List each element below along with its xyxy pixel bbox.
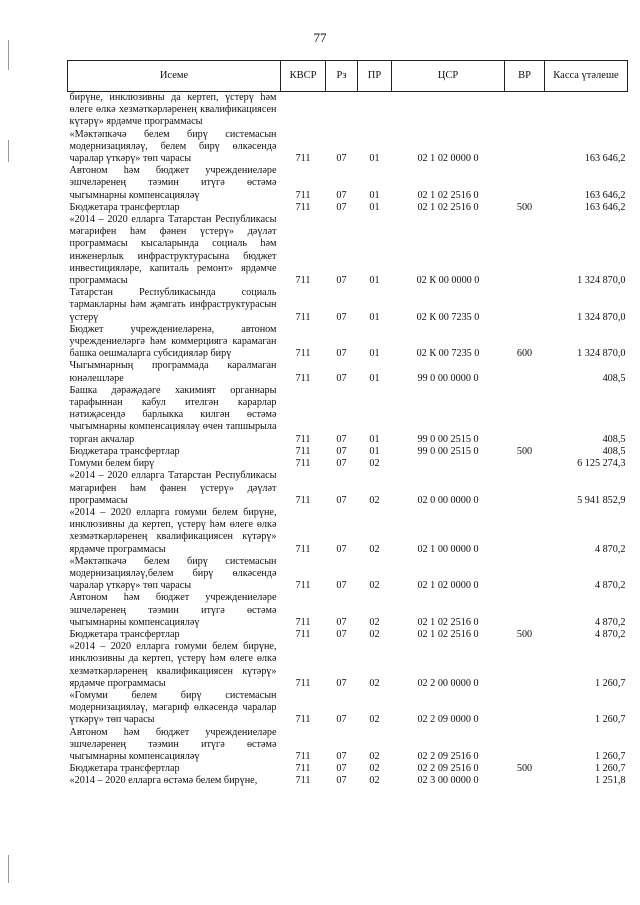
- cell-name: «2014 – 2020 елларга өстәмә белем бирүне,: [69, 775, 258, 787]
- cell-kvsr: 711: [295, 153, 311, 165]
- cell-amount: 163 646,2: [584, 189, 626, 201]
- cell-kvsr: 711: [295, 580, 311, 592]
- cell-rz: 07: [336, 616, 347, 628]
- table-row: [68, 287, 628, 324]
- header-rz: Рз: [326, 61, 358, 92]
- cell-rz: 07: [336, 580, 347, 592]
- header-csr: ЦСР: [392, 61, 505, 92]
- cell-csr: [392, 458, 505, 470]
- cell-csr: 02 1 00 0000 0: [417, 543, 479, 555]
- cell-pr: 02: [369, 494, 380, 506]
- cell-name: бирүне, инклюзивны да кертеп, үстерү һәм өлеге өлкә хезмәткәрләренең квалификациясен күтәрү» ярдәмче программасы: [69, 92, 277, 128]
- cell-vr: [505, 507, 545, 556]
- cell-kvsr: 711: [295, 616, 311, 628]
- table-row: [68, 556, 628, 593]
- cell-vr: [505, 360, 545, 384]
- cell-pr: 02: [369, 763, 380, 775]
- cell-name: «2014 – 2020 елларга Татарстан Республикасы мәгарифен һәм фәнен үстерү» дәүләт программасы кысаларында социаль һәм инженерлык инфраструктурасына бюджет инвестицияләре, капиталь ремонт» ярдәмче программасы: [69, 214, 277, 287]
- header-kvsr: КВСР: [281, 61, 326, 92]
- cell-pr: 02: [369, 458, 380, 470]
- cell-kvsr: 711: [295, 677, 311, 689]
- table-row: [68, 470, 628, 507]
- cell-amount: 6 125 274,3: [577, 458, 626, 470]
- cell-name: «Мәктәпкәчә белем бирү системасын модернизацияләү, белем бирү өлкәсендә чаралар үткәрү» төп чарасы: [69, 128, 277, 165]
- table-row: [68, 641, 628, 690]
- cell-rz: 07: [336, 714, 347, 726]
- cell-rz: 07: [336, 775, 347, 787]
- table-row: [68, 385, 628, 446]
- cell-vr: [505, 165, 545, 202]
- cell-kvsr: 711: [295, 775, 311, 787]
- cell-vr: 600: [516, 348, 533, 360]
- table-row: [68, 446, 628, 458]
- cell-csr: 99 0 00 0000 0: [417, 372, 479, 384]
- cell-rz: 07: [336, 348, 347, 360]
- cell-pr: 02: [369, 628, 380, 640]
- table-row: [68, 592, 628, 629]
- cell-vr: [505, 458, 545, 470]
- table-row: [68, 727, 628, 764]
- cell-kvsr: 711: [295, 311, 311, 323]
- cell-vr: 500: [516, 628, 533, 640]
- cell-pr: 01: [369, 311, 380, 323]
- cell-name: Чыгымнарның программада каралмаган юнәлешләре: [69, 360, 277, 384]
- cell-name: Автоном һәм бюджет учреждениеләре эшчеләренең тәэмин итүгә өстәмә чыгымнарны компенсацияләү: [69, 165, 277, 201]
- table-row: [68, 324, 628, 361]
- cell-csr: 02 1 02 0000 0: [417, 580, 479, 592]
- table-row: [68, 360, 628, 384]
- cell-vr: [505, 129, 545, 166]
- cell-kvsr: [281, 92, 326, 129]
- cell-pr: 02: [369, 750, 380, 762]
- cell-kvsr: 711: [295, 189, 311, 201]
- header-name: Исеме: [68, 61, 281, 92]
- table-row: [68, 629, 628, 641]
- cell-pr: 01: [369, 348, 380, 360]
- cell-kvsr: 711: [295, 628, 311, 640]
- cell-vr: [505, 470, 545, 507]
- table-row: [68, 690, 628, 727]
- cell-pr: 01: [369, 372, 380, 384]
- cell-csr: 02 1 02 0000 0: [417, 153, 479, 165]
- header-pr: ПР: [358, 61, 392, 92]
- margin-tick-top: [8, 40, 9, 70]
- cell-csr: [392, 92, 505, 129]
- cell-amount: 1 260,7: [594, 763, 626, 775]
- cell-csr: 02 К 00 0000 0: [416, 275, 480, 287]
- cell-amount: 408,5: [602, 445, 626, 457]
- cell-pr: 02: [369, 580, 380, 592]
- cell-csr: 02 1 02 2516 0: [417, 628, 479, 640]
- cell-pr: 01: [369, 275, 380, 287]
- cell-name: Автоном һәм бюджет учреждениеләре эшчеләренең тәэмин итүгә өстәмә чыгымнарны компенсацияләү: [69, 726, 277, 762]
- header-amount: Касса үтәлеше: [545, 61, 628, 92]
- cell-pr: 02: [369, 677, 380, 689]
- cell-amount: 1 260,7: [594, 714, 626, 726]
- cell-vr: [505, 690, 545, 727]
- cell-amount: 1 251,8: [594, 775, 626, 787]
- cell-vr: [505, 214, 545, 287]
- cell-csr: 02 2 09 0000 0: [417, 714, 479, 726]
- cell-name: «2014 – 2020 елларга Татарстан Республикасы мәгарифен һәм фәнен үстерү» дәүләт программасы: [69, 470, 277, 506]
- cell-name: «2014 – 2020 елларга гомуми белем бирүне, инклюзивны да кертеп, үстерү һәм өлеге өлкә хезмәткәрләренең квалификациясен күтәрү» ярдәмче программасы: [69, 641, 277, 689]
- cell-pr: 01: [369, 201, 380, 213]
- cell-csr: 02 2 09 2516 0: [417, 750, 479, 762]
- cell-name: Бюджетара трансфертлар: [69, 628, 180, 640]
- cell-kvsr: 711: [295, 275, 311, 287]
- cell-vr: [505, 727, 545, 764]
- cell-rz: 07: [336, 750, 347, 762]
- cell-pr: 02: [369, 714, 380, 726]
- cell-pr: [358, 92, 392, 129]
- cell-amount: 4 870,2: [594, 616, 626, 628]
- cell-csr: 02 1 02 2516 0: [417, 201, 479, 213]
- cell-csr: 99 0 00 2515 0: [417, 433, 479, 445]
- cell-kvsr: 711: [295, 433, 311, 445]
- page-number: 77: [313, 30, 327, 45]
- cell-vr: [505, 556, 545, 593]
- table-row: [68, 775, 628, 787]
- cell-vr: [505, 287, 545, 324]
- cell-kvsr: 711: [295, 445, 311, 457]
- cell-name: Бюджетара трансфертлар: [69, 763, 180, 775]
- cell-vr: [505, 92, 545, 129]
- cell-kvsr: 711: [295, 750, 311, 762]
- cell-csr: 02 0 00 0000 0: [417, 494, 479, 506]
- cell-amount: 5 941 852,9: [577, 494, 626, 506]
- cell-kvsr: 711: [295, 763, 311, 775]
- cell-name: Автоном һәм бюджет учреждениеләре эшчеләренең тәэмин итүгә өстәмә чыгымнарны компенсацияләү: [69, 592, 277, 628]
- cell-pr: 01: [369, 189, 380, 201]
- cell-csr: 02 3 00 0000 0: [417, 775, 479, 787]
- cell-amount: 4 870,2: [594, 628, 626, 640]
- cell-vr: [505, 775, 545, 787]
- cell-vr: 500: [516, 763, 533, 775]
- cell-rz: 07: [336, 433, 347, 445]
- cell-rz: 07: [336, 494, 347, 506]
- cell-pr: 02: [369, 616, 380, 628]
- cell-rz: 07: [336, 763, 347, 775]
- cell-rz: 07: [336, 372, 347, 384]
- cell-pr: 01: [369, 433, 380, 445]
- cell-csr: 02 1 02 2516 0: [417, 616, 479, 628]
- table-row: [68, 165, 628, 202]
- table-row: [68, 129, 628, 166]
- cell-kvsr: 711: [295, 458, 311, 470]
- cell-csr: 02 2 00 0000 0: [417, 677, 479, 689]
- cell-pr: 02: [369, 775, 380, 787]
- cell-amount: [545, 92, 628, 129]
- cell-amount: 163 646,2: [584, 153, 626, 165]
- cell-amount: 408,5: [602, 372, 626, 384]
- cell-rz: 07: [336, 543, 347, 555]
- cell-csr: 02 1 02 2516 0: [417, 189, 479, 201]
- table-row: [68, 458, 628, 470]
- cell-rz: [326, 92, 358, 129]
- cell-name: «Гомуми белем бирү системасын модернизацияләү, мәгариф өлкәсендә чаралар үткәрү» төп чарасы: [69, 689, 277, 726]
- table-row: [68, 92, 628, 129]
- cell-amount: 1 260,7: [594, 750, 626, 762]
- margin-tick-middle: [8, 140, 9, 162]
- cell-vr: 500: [516, 201, 533, 213]
- cell-kvsr: 711: [295, 201, 311, 213]
- cell-name: Гомуми белем бирү: [69, 458, 155, 470]
- cell-rz: 07: [336, 677, 347, 689]
- cell-name: Башка дәрәҗәдәге хакимият органнары тарафыннан кабул ителгән карарлар нәтиҗәсендә барлыкка килгән өстәмә чыгымнарны компенсацияләү өчен тапшырыла торган акчалар: [69, 384, 277, 445]
- cell-csr: 02 2 09 2516 0: [417, 763, 479, 775]
- cell-name: Бюджет учреждениеләренә, автоном учреждениеләргә һәм коммерциягә карамаган башка оешмаларга субсидияләр бирү: [69, 323, 277, 360]
- cell-csr: 02 К 00 7235 0: [416, 348, 480, 360]
- cell-kvsr: 711: [295, 372, 311, 384]
- cell-rz: 07: [336, 628, 347, 640]
- cell-vr: [505, 641, 545, 690]
- cell-kvsr: 711: [295, 494, 311, 506]
- cell-csr: 99 0 00 2515 0: [417, 445, 479, 457]
- table-row: [68, 507, 628, 556]
- cell-amount: 1 324 870,0: [577, 348, 626, 360]
- cell-amount: 163 646,2: [584, 201, 626, 213]
- margin-tick-bottom: [8, 855, 9, 883]
- cell-kvsr: 711: [295, 714, 311, 726]
- cell-csr: 02 К 00 7235 0: [416, 311, 480, 323]
- cell-vr: 500: [516, 445, 533, 457]
- cell-amount: 1 260,7: [594, 677, 626, 689]
- cell-rz: 07: [336, 275, 347, 287]
- cell-rz: 07: [336, 458, 347, 470]
- cell-name: «2014 – 2020 елларга гомуми белем бирүне, инклюзивны да кертеп, үстерү һәм өлеге өлкә хезмәткәрләренең квалификациясен күтәрү» ярдәмче программасы: [69, 506, 277, 555]
- cell-name: Татарстан Республикасында социаль тармакларны һәм җәмгать инфраструктурасын үстерү: [69, 287, 277, 323]
- cell-amount: 4 870,2: [594, 543, 626, 555]
- cell-vr: [505, 592, 545, 629]
- cell-kvsr: 711: [295, 348, 311, 360]
- table-body: [68, 92, 628, 788]
- table-row: [68, 763, 628, 775]
- cell-amount: 408,5: [602, 433, 626, 445]
- cell-rz: 07: [336, 445, 347, 457]
- cell-kvsr: 711: [295, 543, 311, 555]
- cell-amount: 1 324 870,0: [577, 275, 626, 287]
- table-row: [68, 202, 628, 214]
- cell-rz: 07: [336, 311, 347, 323]
- header-vr: ВР: [505, 61, 545, 92]
- cell-pr: 01: [369, 445, 380, 457]
- table-header-row: [68, 61, 628, 92]
- budget-table: [67, 60, 628, 788]
- cell-rz: 07: [336, 189, 347, 201]
- cell-pr: 02: [369, 543, 380, 555]
- cell-vr: [505, 385, 545, 446]
- cell-rz: 07: [336, 201, 347, 213]
- cell-name: Бюджетара трансфертлар: [69, 201, 180, 213]
- cell-pr: 01: [369, 153, 380, 165]
- cell-name: «Мәктәпкәчә белем бирү системасын модернизацияләү,белем бирү өлкәсендә чаралар үткәрү» төп чарасы: [69, 555, 277, 592]
- cell-amount: 1 324 870,0: [577, 311, 626, 323]
- cell-amount: 4 870,2: [594, 580, 626, 592]
- table-row: [68, 214, 628, 287]
- cell-name: Бюджетара трансфертлар: [69, 445, 180, 457]
- cell-rz: 07: [336, 153, 347, 165]
